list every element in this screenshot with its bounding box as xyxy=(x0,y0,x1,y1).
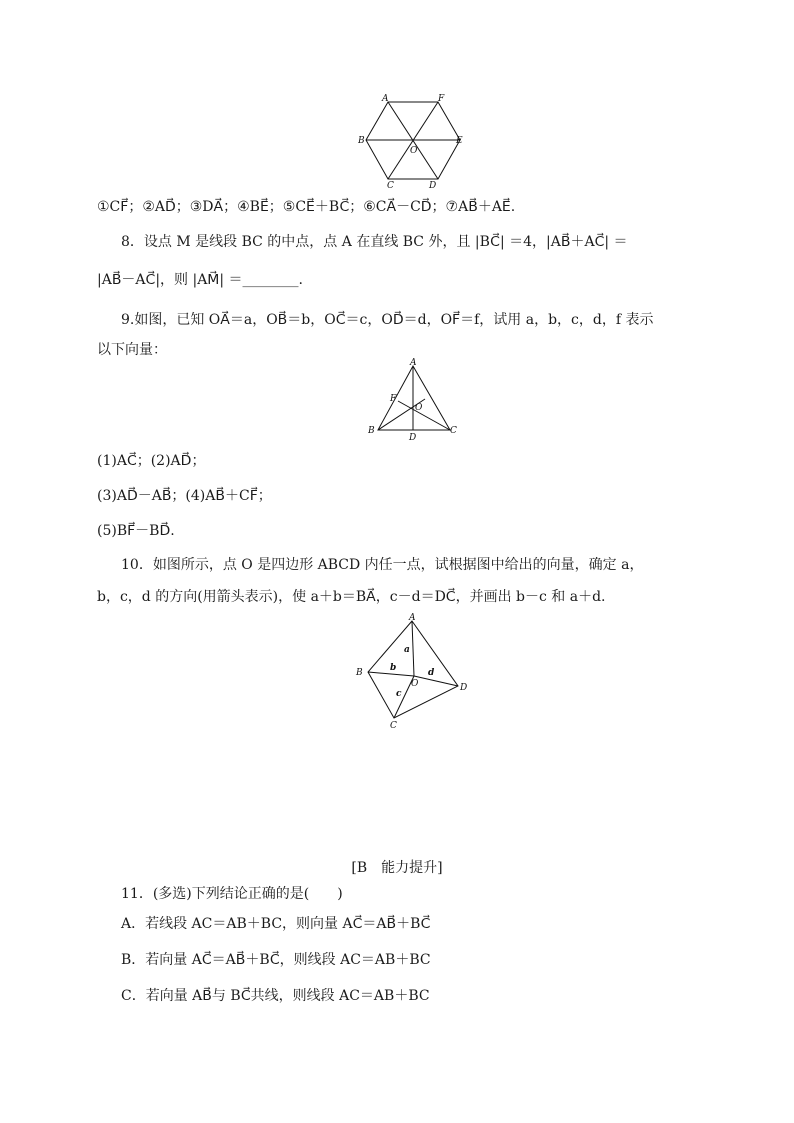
q9-item-3: (5)BF⃗－BD⃗. xyxy=(97,523,175,539)
quad-label-c: C xyxy=(390,721,397,730)
vector-a-label: a xyxy=(404,645,410,655)
tri-label-o: O xyxy=(415,403,423,413)
q11-option-c: C．若向量 AB⃗与 BC⃗共线，则线段 AC＝AB＋BC xyxy=(121,988,430,1004)
q10-line1: 10．如图所示，点 O 是四边形 ABCD 内任一点，试根据图中给出的向量，确定 a， xyxy=(121,557,644,573)
q11-stem: 11．(多选)下列结论正确的是( ) xyxy=(121,886,343,902)
vector-d-label: d xyxy=(428,668,435,678)
quadrilateral-figure xyxy=(354,612,472,730)
hex-label-o: O xyxy=(410,146,418,156)
tri-label-a: A xyxy=(410,358,417,368)
hex-label-f: F xyxy=(438,94,445,104)
hexagon-figure xyxy=(358,92,468,190)
q9-item-2: (3)AD⃗－AB⃗；(4)AB⃗＋CF⃗； xyxy=(97,488,272,504)
q8-line2: |AB⃗－AC⃗|，则 |AM⃗| ＝________. xyxy=(97,272,304,288)
tri-label-d: D xyxy=(409,433,417,443)
vector-c-label: c xyxy=(396,689,402,699)
hex-label-c: C xyxy=(387,181,394,190)
quad-label-o: O xyxy=(411,679,419,689)
hex-label-b: B xyxy=(358,136,365,146)
tri-label-b: B xyxy=(368,426,375,436)
q9-line2: 以下向量： xyxy=(97,342,167,358)
tri-label-c: C xyxy=(450,426,457,436)
quad-label-a: A xyxy=(409,613,416,623)
q11-option-b: B．若向量 AC⃗＝AB⃗＋BC⃗，则线段 AC＝AB＋BC xyxy=(121,952,431,968)
q9-item-1: (1)AC⃗；(2)AD⃗； xyxy=(97,453,206,469)
q11-option-a: A．若线段 AC＝AB＋BC，则向量 AC⃗＝AB⃗＋BC⃗ xyxy=(121,916,431,932)
q10-line2: b，c，d 的方向(用箭头表示)，使 a＋b＝BA⃗，c－d＝DC⃗，并画出 b－c 和 a＋d. xyxy=(97,589,606,605)
quad-label-d: D xyxy=(460,683,468,693)
tri-label-f: F xyxy=(390,394,397,404)
triangle-figure xyxy=(368,358,460,444)
quad-label-b: B xyxy=(356,668,363,678)
vector-b-label: b xyxy=(390,663,397,673)
q8-line1: 8．设点 M 是线段 BC 的中点，点 A 在直线 BC 外，且 |BC⃗| ＝4，|AB⃗＋AC⃗| ＝ xyxy=(121,234,628,250)
hex-label-d: D xyxy=(429,181,437,190)
section-title: [B 能力提升] xyxy=(351,860,443,876)
hex-label-e: E xyxy=(456,136,463,146)
hex-label-a: A xyxy=(382,94,389,104)
q9-line1: 9.如图，已知 OA⃗＝a，OB⃗＝b，OC⃗＝c，OD⃗＝d，OF⃗＝f，试用 a，b，c，d，f 表示 xyxy=(121,312,654,328)
q7-items: ①CF⃗；②AD⃗；③DA⃗；④BE⃗；⑤CE⃗＋BC⃗；⑥CA⃗－CD⃗；⑦AB⃗＋AE⃗. xyxy=(97,199,516,215)
